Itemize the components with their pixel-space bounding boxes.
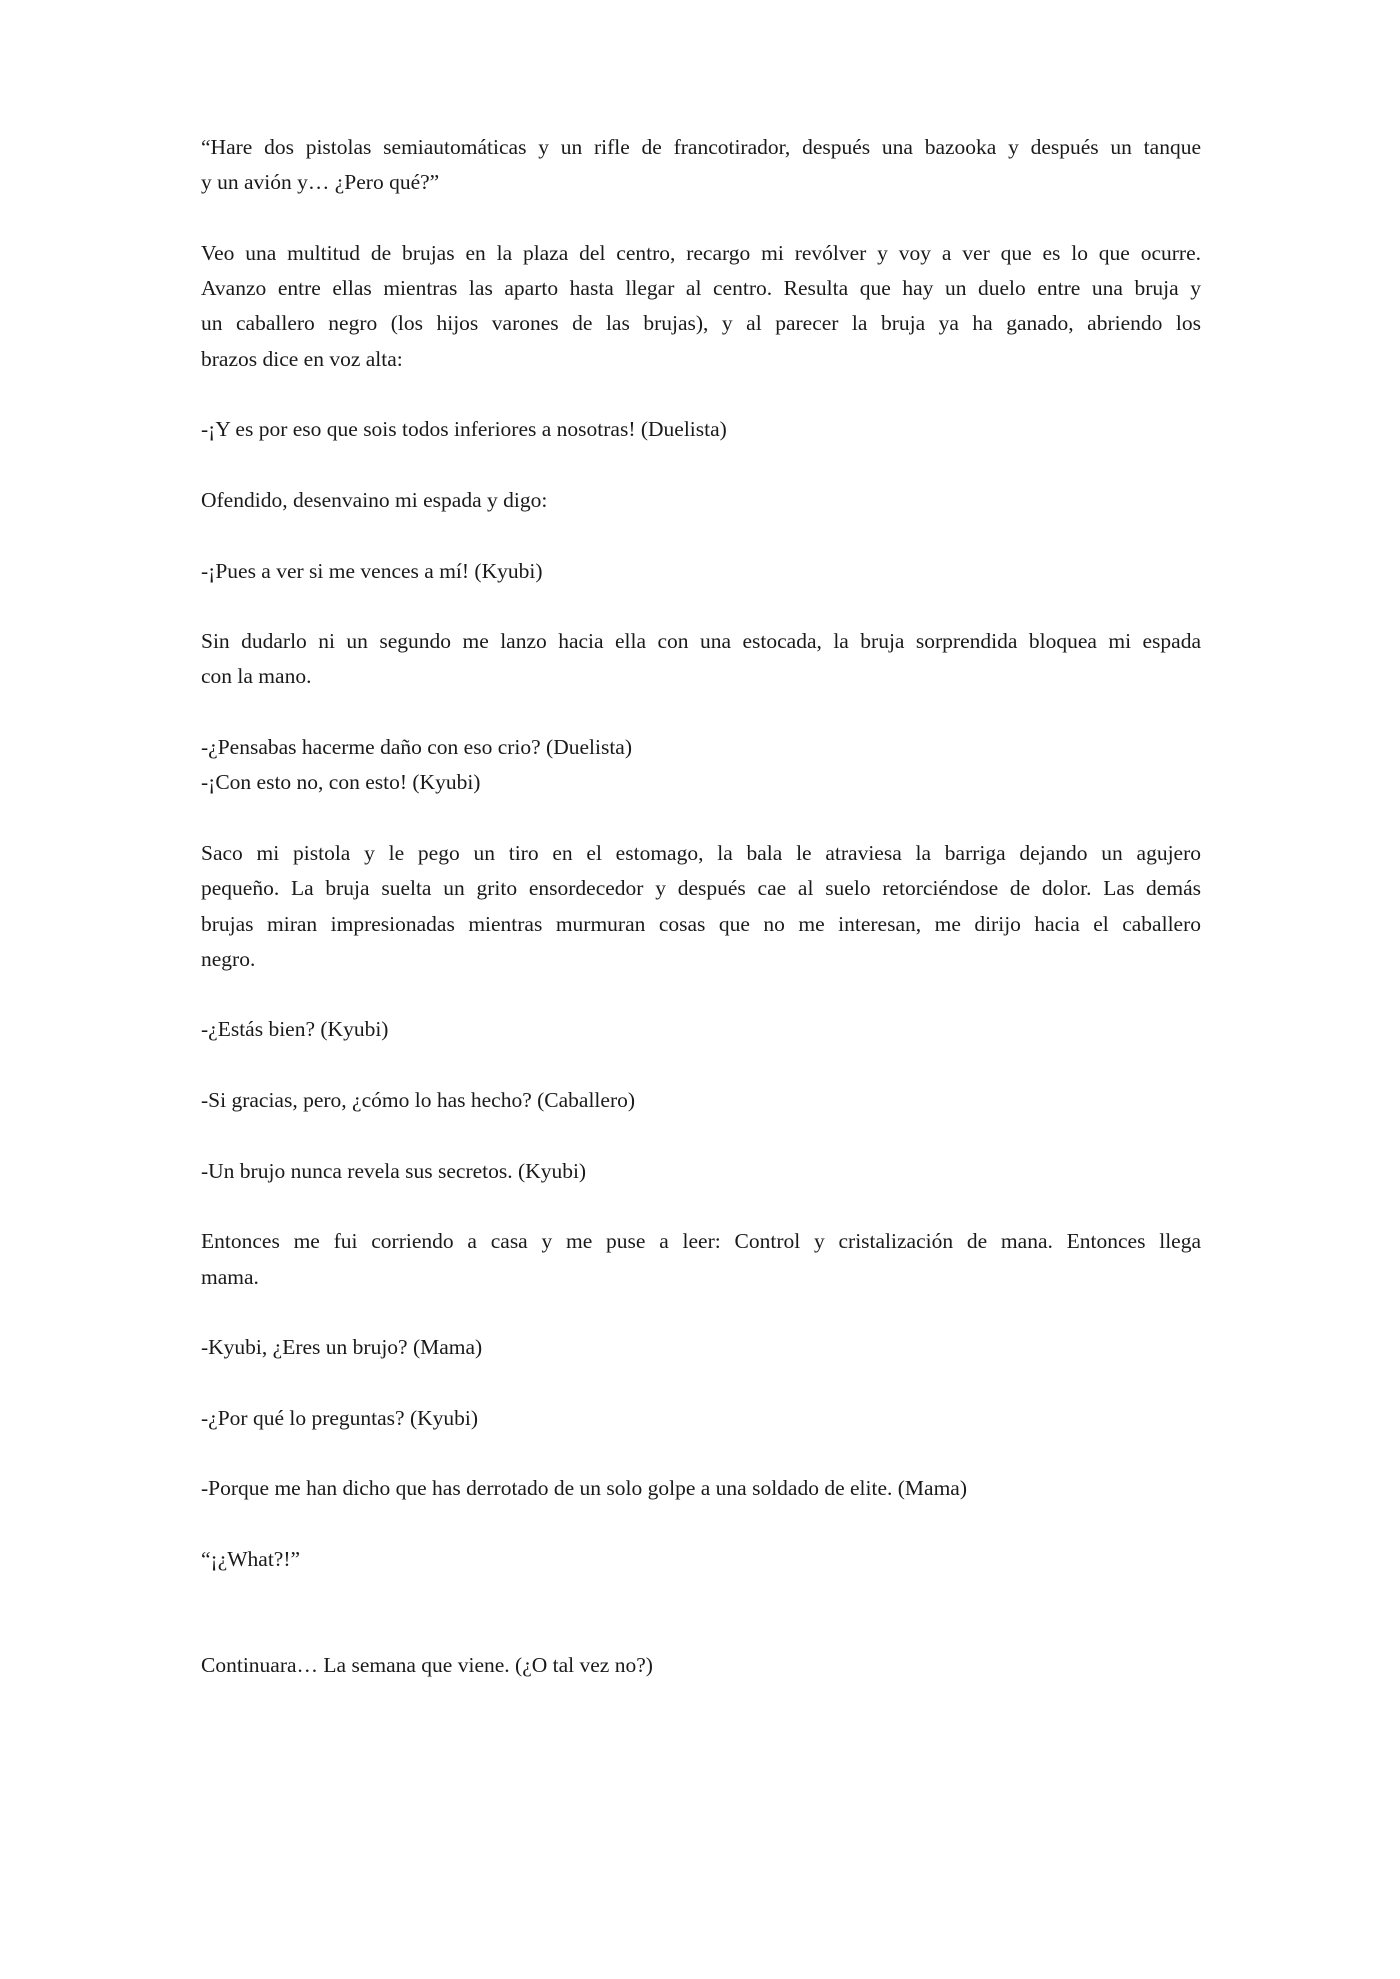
paragraph (201, 1648, 1201, 1683)
text-line: -Kyubi, ¿Eres un brujo? (Mama) (201, 1335, 483, 1360)
text-line: brujas miran impresionadas mientras murmuran cosas que no me interesan, me dirijo hacia el caballero (201, 911, 1201, 936)
text-line: -Si gracias, pero, ¿cómo lo has hecho? (Caballero) (201, 1088, 636, 1113)
text-line: Saco mi pistola y le pego un tiro en el estomago, la bala le atraviesa la barriga dejando un agujero (201, 840, 1201, 865)
paragraph (201, 1330, 1201, 1365)
paragraph (201, 1083, 1201, 1118)
text-line: Entonces me fui corriendo a casa y me puse a leer: Control y cristalización de mana. Entonces llega (201, 1229, 1201, 1254)
text-line: Avanzo entre ellas mientras las aparto hasta llegar al centro. Resulta que hay un duelo entre una bruja y (201, 276, 1201, 301)
paragraph (201, 1542, 1201, 1577)
text-line: -Un brujo nunca revela sus secretos. (Kyubi) (201, 1158, 587, 1183)
text-line: Veo una multitud de brujas en la plaza del centro, recargo mi revólver y voy a ver que es lo que ocurre. (201, 240, 1201, 265)
text-line: -¡Con esto no, con esto! (Kyubi) (201, 770, 481, 795)
paragraph (201, 624, 1201, 695)
text-line: “¡¿What?!” (201, 1546, 301, 1571)
text-line: pequeño. La bruja suelta un grito ensordecedor y después cae al suelo retorciéndose de dolor. Las demás (201, 876, 1201, 901)
paragraph (201, 765, 1201, 800)
text-line: -¿Pensabas hacerme daño con eso crio? (Duelista) (201, 735, 633, 760)
text-line: un caballero negro (los hijos varones de las brujas), y al parecer la bruja ya ha ganado, abriendo los (201, 311, 1201, 336)
text-line: -¡Y es por eso que sois todos inferiores a nosotras! (Duelista) (201, 417, 727, 442)
paragraph (201, 554, 1201, 589)
paragraph (201, 1401, 1201, 1436)
text-line: -¿Estás bien? (Kyubi) (201, 1017, 389, 1042)
text-line: brazos dice en voz alta: (201, 346, 403, 371)
paragraph (201, 1012, 1201, 1047)
text-line: negro. (201, 946, 256, 971)
paragraph (201, 412, 1201, 447)
text-line: Ofendido, desenvaino mi espada y digo: (201, 487, 548, 512)
paragraph (201, 130, 1201, 201)
document-body (201, 130, 1201, 1718)
text-line: -Porque me han dicho que has derrotado de un solo golpe a una soldado de elite. (Mama) (201, 1476, 968, 1501)
text-line: con la mano. (201, 664, 312, 689)
paragraph (201, 1154, 1201, 1189)
text-line: y un avión y… ¿Pero qué?” (201, 170, 440, 195)
text-line: -¡Pues a ver si me vences a mí! (Kyubi) (201, 558, 543, 583)
paragraph (201, 483, 1201, 518)
text-line: mama. (201, 1264, 259, 1289)
paragraph (201, 836, 1201, 977)
text-line: “Hare dos pistolas semiautomáticas y un rifle de francotirador, después una bazooka y después un tanque (201, 135, 1201, 159)
paragraph (201, 1471, 1201, 1506)
text-line: Continuara… La semana que viene. (¿O tal vez no?) (201, 1652, 653, 1677)
text-line: -¿Por qué lo preguntas? (Kyubi) (201, 1405, 479, 1430)
paragraph (201, 236, 1201, 377)
paragraph (201, 730, 1201, 765)
paragraph (201, 1224, 1201, 1295)
text-line: Sin dudarlo ni un segundo me lanzo hacia ella con una estocada, la bruja sorprendida bloquea mi espada (201, 629, 1201, 654)
